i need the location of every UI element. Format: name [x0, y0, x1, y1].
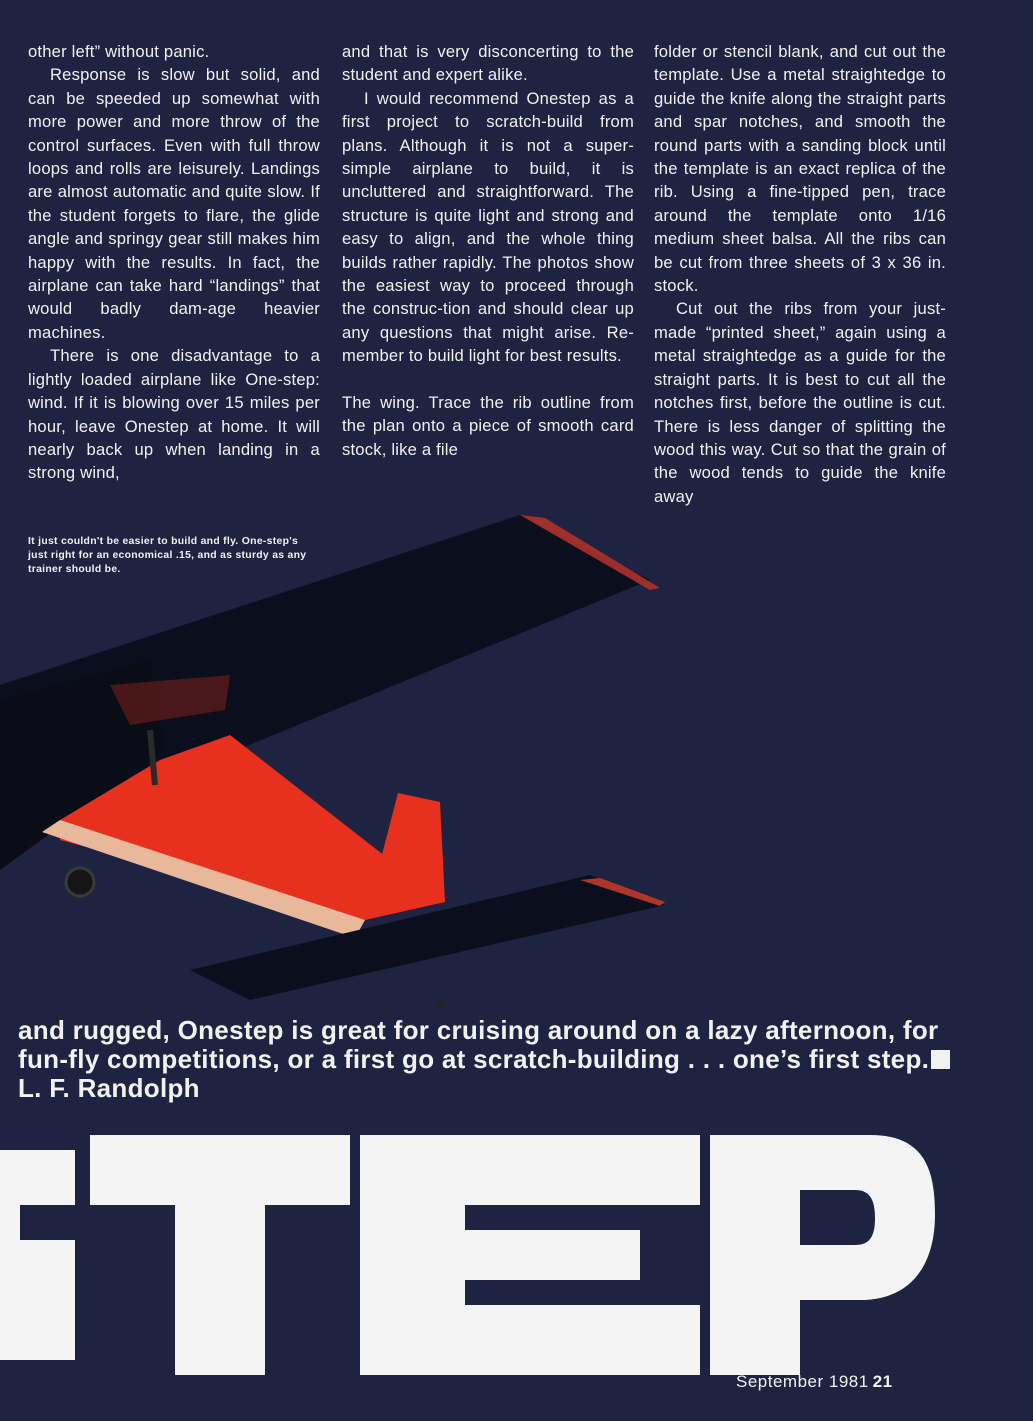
article-deck: [18, 1016, 958, 1103]
title-letter-s: [0, 1150, 75, 1360]
page-footer: [736, 1372, 893, 1392]
page-number: 21: [872, 1372, 893, 1391]
paragraph: There is one disadvantage to a lightly loaded airplane like One-step: wind. If it is blowing over 15 miles per hour, leave Onestep at home. It will nearly back up when landing in a strong wind,: [28, 346, 320, 483]
paragraph: and that is very disconcerting to the student and expert alike.: [342, 42, 634, 85]
paragraph: I would recommend Onestep as a first project to scratch-build from plans. Although it is not a super-simple airplane to build, it is uncluttered and straightforward. The structure is quite light and strong and easy to align, and the whole thing builds rather rapidly. The photos show the easiest way to proceed through the construc-tion and should clear up any questions that might arise. Re-member to build light for best results.: [342, 88, 634, 366]
airplane-photo: [0, 510, 1033, 1020]
article-column-1: [28, 40, 320, 485]
paragraph: Cut out the ribs from your just-made “printed sheet,” again using a metal straightedge as a guide for the straight parts. It is best to cut all the notches first, before the outline is cut. There is less danger of splitting the wood this way. Cut so that the grain of the wood tends to guide the knife away: [654, 299, 946, 506]
title-letter-t-stem: [175, 1135, 265, 1375]
title-letter-e: [360, 1135, 700, 1375]
deck-text: and rugged, Onestep is great for cruising around on a lazy afternoon, for fun-fly competitions, or a first go at scratch-building . . . one’s first step.: [18, 1015, 939, 1074]
article-column-3: [654, 40, 946, 508]
article-column-2: [342, 40, 634, 461]
photo-caption: It just couldn't be easier to build and fly. One-step's just right for an economical .15, and as sturdy as any trainer should be.: [28, 536, 307, 575]
section-heading-paragraph: The wing. Trace the rib outline from the plan onto a piece of smooth card stock, like a file: [342, 393, 634, 459]
end-mark-icon: [931, 1050, 950, 1069]
paragraph: folder or stencil blank, and cut out the template. Use a metal straightedge to guide the knife along the straight parts and spar notches, and smooth the round parts with a sanding block until the template is an exact replica of the rib. Using a fine-tipped pen, trace around the template onto 1/16 medium sheet balsa. All the ribs can be cut from three sheets of 3 x 36 in. stock.: [654, 42, 946, 296]
paragraph: Response is slow but solid, and can be speeded up somewhat with more power and more throw of the control surfaces. Even with full throw loops and rolls are leisurely. Landings are almost automatic and quite slow. If the student forgets to flare, the glide angle and springy gear still makes him happy with the results. In fact, the airplane can take hard “landings” that would badly dam-age heavier machines.: [28, 65, 320, 342]
issue-date: September 1981: [736, 1372, 869, 1391]
title-letter-p: [710, 1135, 935, 1375]
author-byline: L. F. Randolph: [18, 1073, 200, 1103]
landing-wheel: [66, 868, 94, 896]
title-graphic: [0, 1130, 1033, 1380]
paragraph: other left” without panic.: [28, 42, 210, 61]
